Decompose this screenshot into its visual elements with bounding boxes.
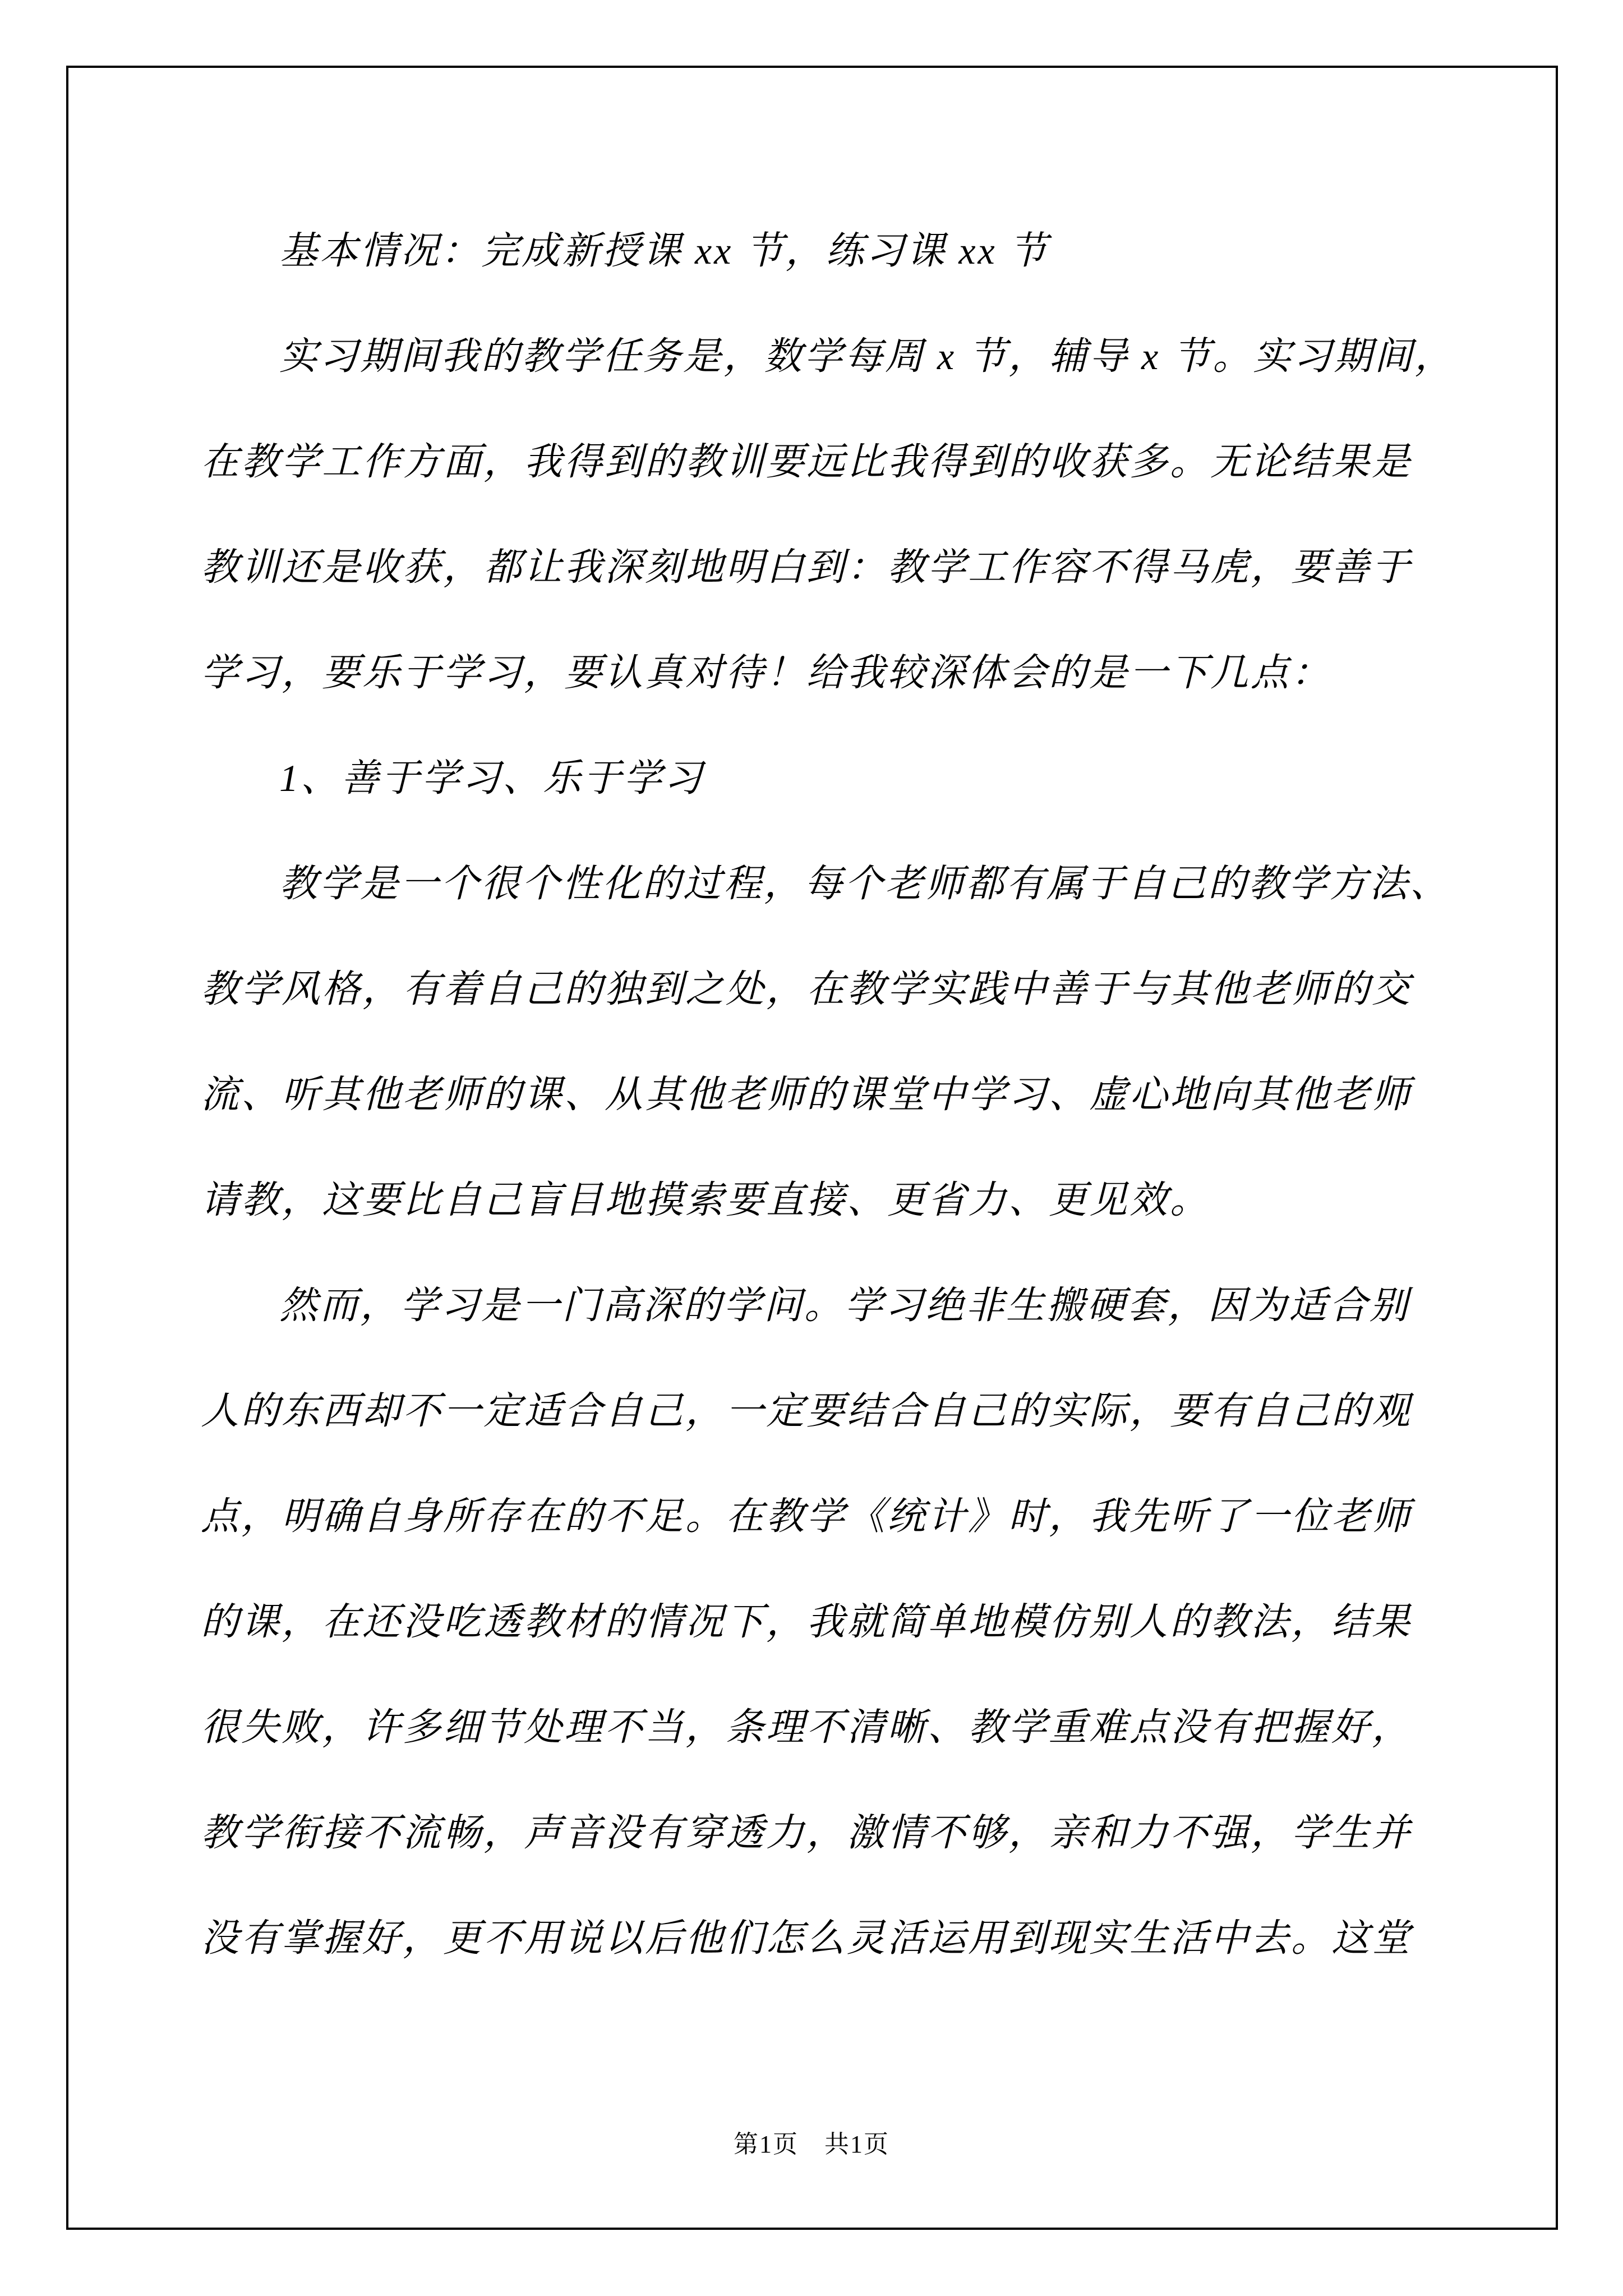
text-line: 没有掌握好，更不用说以后他们怎么灵活运用到现实生活中去。这堂	[201, 1917, 1413, 1959]
text-line: 然而，学习是一门高深的学问。学习绝非生搬硬套，因为适合别	[279, 1284, 1410, 1327]
text-line: 教学风格，有着自己的独到之处，在教学实践中善于与其他老师的交	[201, 968, 1413, 1010]
text-line: 点，明确自身所存在的不足。在教学《统计》时，我先听了一位老师	[201, 1495, 1413, 1538]
document-body	[201, 198, 1455, 1991]
text-line: 学习，要乐于学习，要认真对待！给我较深体会的是一下几点：	[201, 651, 1332, 694]
text-line: 在教学工作方面，我得到的教训要远比我得到的收获多。无论结果是	[201, 440, 1413, 483]
text-line: 教训还是收获，都让我深刻地明白到：教学工作容不得马虎，要善于	[201, 546, 1413, 588]
text-line: 很失败，许多细节处理不当，条理不清晰、教学重难点没有把握好，	[201, 1706, 1413, 1749]
text-line: 流、听其他老师的课、从其他老师的课堂中学习、虚心地向其他老师	[201, 1073, 1413, 1116]
text-line: 实习期间我的教学任务是，数学每周 x 节，辅导 x 节。实习期间，	[279, 335, 1455, 378]
text-line: 请教，这要比自己盲目地摸索要直接、更省力、更见效。	[201, 1179, 1211, 1221]
text-line: 人的东西却不一定适合自己，一定要结合自己的实际，要有自己的观	[201, 1389, 1413, 1432]
text-line: 教学衔接不流畅，声音没有穿透力，激情不够，亲和力不强，学生并	[201, 1811, 1413, 1854]
text-line: 1、善于学习、乐于学习	[279, 757, 705, 799]
text-line: 教学是一个很个性化的过程，每个老师都有属于自己的教学方法、	[279, 862, 1451, 905]
text-line: 的课，在还没吃透教材的情况下，我就简单地模仿别人的教法，结果	[201, 1600, 1413, 1643]
text-line: 基本情况：完成新授课 xx 节，练习课 xx 节	[279, 229, 1049, 272]
page-footer: 第1页 共1页	[734, 2131, 889, 2158]
